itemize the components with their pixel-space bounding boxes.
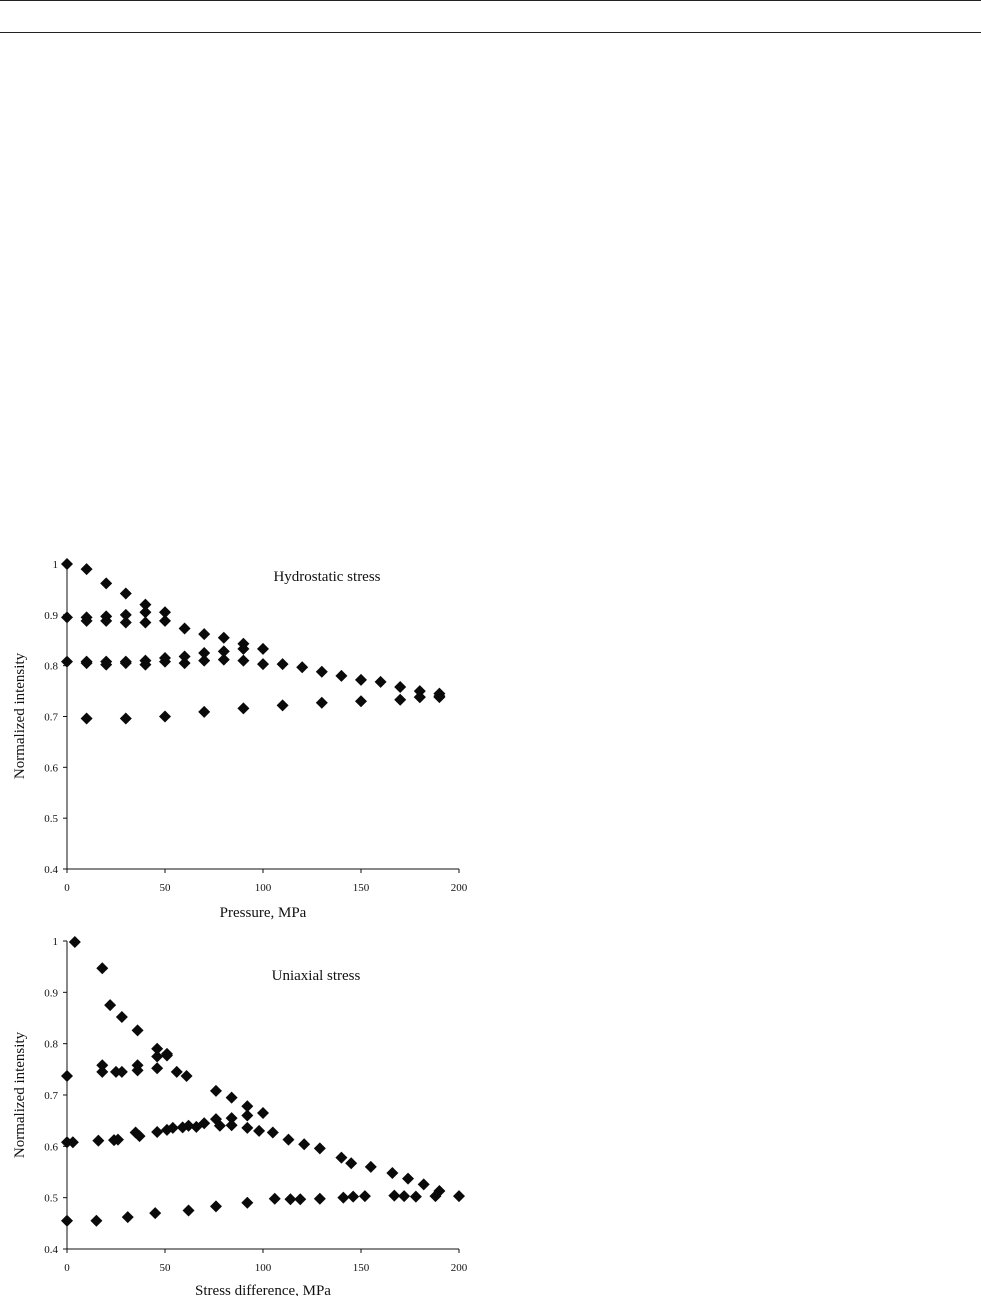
data-point-series-1 [418, 1178, 430, 1190]
data-point-series-1 [335, 1152, 347, 1164]
data-point-series-1 [386, 1167, 398, 1179]
y-tick-label: 0.7 [44, 711, 58, 724]
chart-title: Hydrostatic stress [273, 569, 381, 585]
data-point-series-1 [277, 658, 289, 670]
data-point-series-1 [198, 628, 210, 640]
data-point-series-3 [139, 616, 151, 628]
data-point-series-1 [132, 1024, 144, 1036]
data-point-series-4 [183, 1205, 195, 1217]
data-point-series-3 [237, 655, 249, 667]
data-point-series-2 [159, 615, 171, 627]
data-point-series-5 [198, 706, 210, 718]
data-point-series-4 [388, 1190, 400, 1202]
data-point-series-1 [365, 1161, 377, 1173]
data-point-series-1 [210, 1085, 222, 1097]
data-point-series-2 [161, 1049, 173, 1061]
y-tick-label: 0.8 [44, 1038, 58, 1051]
data-point-series-1 [81, 563, 93, 575]
y-tick-label: 0.5 [44, 813, 58, 826]
data-point-series-5 [277, 699, 289, 711]
data-point-series-1 [267, 1126, 279, 1138]
y-tick-label: 0.8 [44, 660, 58, 673]
data-point-series-2 [151, 1062, 163, 1074]
data-point-series-4 [398, 1190, 410, 1202]
x-tick-label: 100 [254, 1262, 272, 1274]
data-point-series-5 [81, 713, 93, 725]
data-point-series-5 [159, 711, 171, 723]
data-point-series-5 [355, 695, 367, 707]
data-point-series-1 [355, 674, 367, 686]
data-point-series-1 [335, 670, 347, 682]
data-point-series-1 [257, 643, 269, 655]
data-point-series-1 [375, 676, 387, 688]
y-tick-label: 0.6 [44, 762, 58, 775]
data-point-series-4 [61, 1215, 73, 1227]
y-tick-label: 1 [52, 936, 58, 948]
data-point-series-1 [316, 666, 328, 678]
data-point-series-1 [282, 1134, 294, 1146]
data-point-series-3 [218, 654, 230, 666]
data-point-series-1 [100, 577, 112, 589]
x-tick-label: 200 [450, 1262, 468, 1274]
x-axis-title: Stress difference, MPa [195, 1283, 331, 1296]
data-point-series-1 [61, 558, 73, 570]
data-point-series-3 [151, 1126, 163, 1138]
data-point-series-4 [410, 1191, 422, 1203]
chart-title: Uniaxial stress [271, 968, 361, 984]
data-point-series-1 [298, 1138, 310, 1150]
y-tick-label: 0.7 [44, 1090, 58, 1102]
x-tick-label: 200 [450, 882, 468, 894]
data-point-series-4 [269, 1193, 281, 1205]
data-point-series-1 [257, 1107, 269, 1119]
data-point-series-3 [226, 1119, 238, 1131]
data-point-series-1 [96, 962, 108, 974]
data-point-series-4 [81, 657, 93, 669]
data-point-series-1 [453, 1190, 465, 1202]
data-point-series-2 [96, 1066, 108, 1078]
data-point-series-1 [69, 936, 81, 948]
data-point-series-2 [61, 611, 73, 623]
y-axis-title: Normalized intensity [12, 652, 28, 780]
data-point-series-3 [253, 1125, 265, 1137]
data-point-series-3 [241, 1122, 253, 1134]
data-point-series-5 [237, 702, 249, 714]
data-point-series-1 [226, 1092, 238, 1104]
data-point-series-4 [347, 1191, 359, 1203]
y-tick-label: 0.6 [44, 1141, 58, 1154]
data-point-series-5 [316, 697, 328, 709]
data-point-series-4 [241, 1197, 253, 1209]
x-tick-label: 50 [159, 882, 171, 894]
data-point-series-3 [257, 658, 269, 670]
data-point-series-1 [394, 681, 406, 693]
data-point-series-5 [394, 694, 406, 706]
data-point-series-3 [198, 655, 210, 667]
x-tick-label: 50 [159, 1262, 171, 1274]
x-axis-title: Pressure, MPa [219, 905, 307, 921]
data-point-series-1 [402, 1173, 414, 1185]
data-point-series-4 [337, 1192, 349, 1204]
y-tick-label: 0.4 [44, 864, 58, 876]
data-point-series-1 [104, 999, 116, 1011]
data-point-series-1 [345, 1157, 357, 1169]
data-point-series-5 [120, 713, 132, 725]
data-point-series-2 [151, 1051, 163, 1063]
data-point-series-4 [120, 657, 132, 669]
y-tick-label: 0.4 [44, 1244, 58, 1256]
data-point-series-3 [179, 657, 191, 669]
data-point-series-1 [179, 623, 191, 635]
data-point-series-3 [92, 1135, 104, 1147]
x-tick-label: 0 [64, 882, 70, 894]
y-axis-title: Normalized intensity [12, 1031, 28, 1159]
data-point-series-1 [116, 1011, 128, 1023]
data-point-series-4 [210, 1200, 222, 1212]
data-point-series-1 [218, 632, 230, 644]
x-tick-label: 150 [352, 1262, 370, 1274]
data-point-series-4 [359, 1190, 371, 1202]
x-tick-label: 100 [254, 882, 272, 894]
y-tick-label: 1 [52, 559, 58, 571]
chart-uniaxial [12, 936, 468, 1296]
data-point-series-4 [90, 1215, 102, 1227]
data-point-series-1 [314, 1142, 326, 1154]
data-point-series-4 [314, 1193, 326, 1205]
data-point-series-3 [241, 1110, 253, 1122]
data-point-series-4 [294, 1193, 306, 1205]
y-tick-label: 0.5 [44, 1192, 58, 1205]
data-point-series-1 [296, 661, 308, 673]
data-point-series-5 [414, 691, 426, 703]
chart-hydrostatic [12, 558, 468, 921]
data-point-series-1 [120, 587, 132, 599]
data-point-series-4 [149, 1207, 161, 1219]
y-tick-label: 0.9 [44, 987, 58, 1000]
data-point-series-3 [120, 616, 132, 628]
data-point-series-4 [61, 656, 73, 668]
data-point-series-2 [61, 1070, 73, 1082]
x-tick-label: 150 [352, 882, 370, 894]
x-tick-label: 0 [64, 1262, 70, 1274]
y-tick-label: 0.9 [44, 609, 58, 622]
data-point-series-4 [122, 1211, 134, 1223]
